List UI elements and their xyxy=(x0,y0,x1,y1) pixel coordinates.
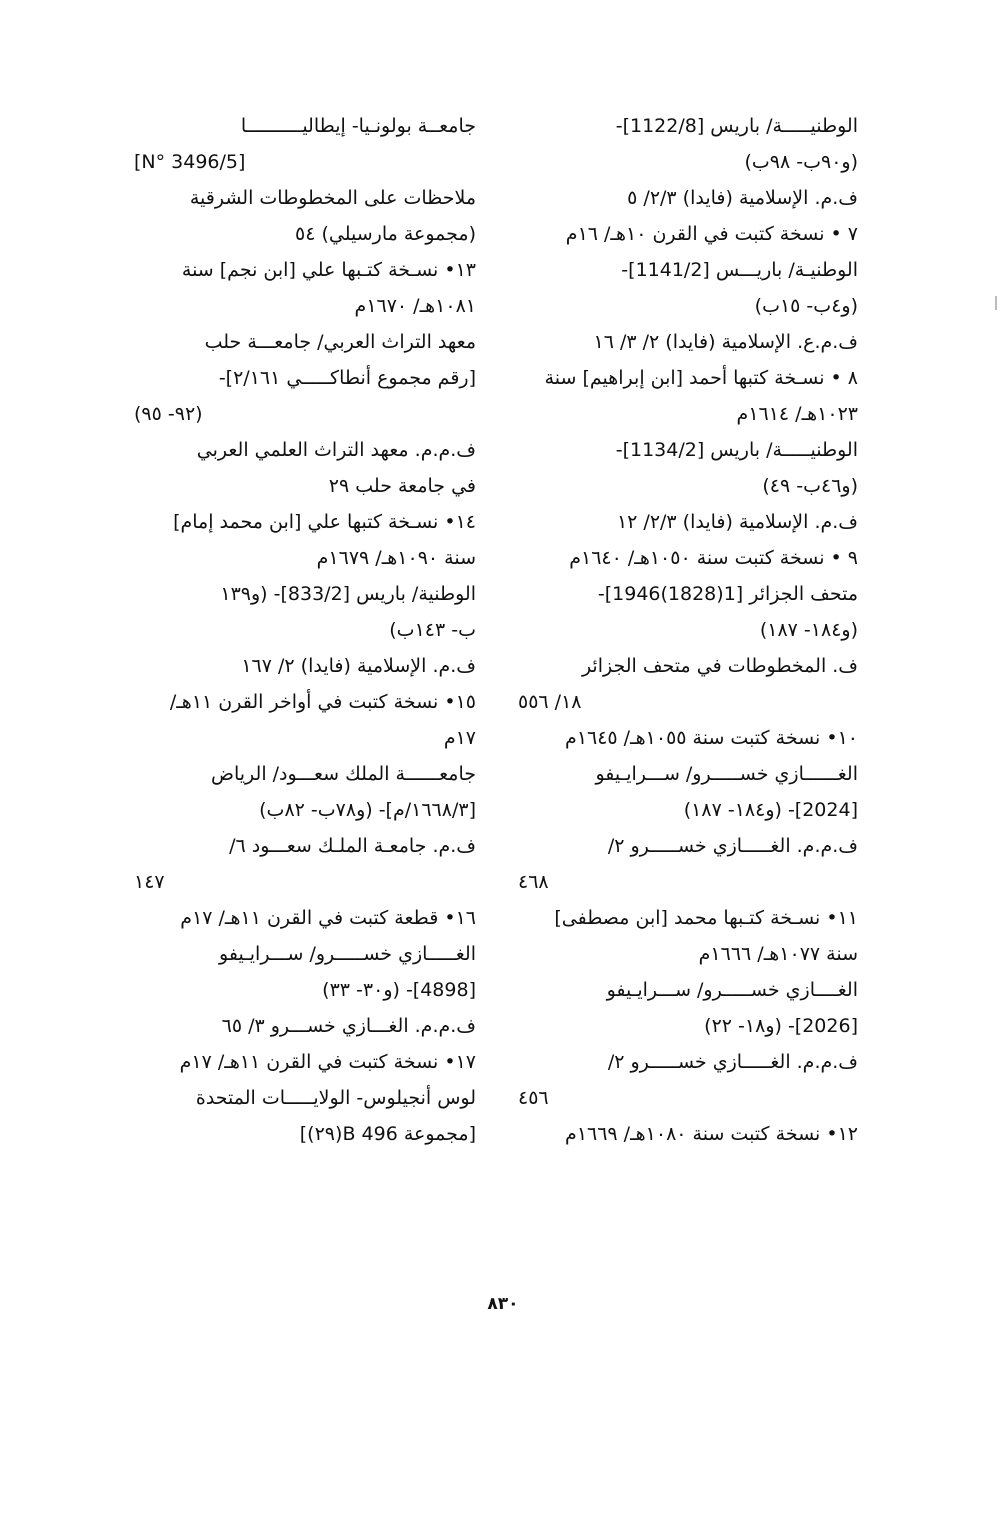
text-line: [4898]- (و٣٠- ٣٣) xyxy=(322,979,476,1001)
left-column xyxy=(134,108,476,1152)
entry-heading: ٩ • نسخة كتبت سنة ١٠٥٠هـ/ ١٦٤٠م xyxy=(569,547,858,569)
text-line: الوطنيـــــة/ باريس [1134/2]- xyxy=(615,439,858,461)
text-line: [مجموعة B 496(٢٩)] xyxy=(299,1123,476,1145)
entry-heading: ١٧• نسخة كتبت في القرن ١١هـ/ ١٧م xyxy=(179,1051,476,1073)
text-line: ب- ١٤٣ب) xyxy=(389,619,476,641)
text-line: الوطنيـة/ باريـــس [1141/2]- xyxy=(621,259,858,281)
text-line: الوطنيـــــة/ باريس [1122/8]- xyxy=(615,115,858,137)
entry-heading: ١٥• نسخة كتبت في أواخر القرن ١١هـ/ xyxy=(169,691,476,713)
entry-heading: ١٢• نسخة كتبت سنة ١٠٨٠هـ/ ١٦٦٩م xyxy=(565,1123,858,1145)
text-line: الغــــازي خســـــرو/ ســـرايـيفو xyxy=(606,979,858,1001)
text-line: ٤٥٦ xyxy=(518,1087,549,1109)
text-line: [رقم مجموع أنطاكـــــي ٢/١٦١]- xyxy=(218,367,476,389)
entry-heading: ٧ • نسخة كتبت في القرن ١٠هـ/ ١٦م xyxy=(565,223,858,245)
text-line: [2024]- (و١٨٤- ١٨٧) xyxy=(683,799,858,821)
text-line: ١٧م xyxy=(443,727,476,749)
text-line: ف.م. الإسلامية (فايدا) ٢/٣/ ٥ xyxy=(627,187,858,209)
text-line: ف.م. الإسلامية (فايدا) ٢/٣/ ١٢ xyxy=(616,511,858,533)
text-line: ملاحظات على المخطوطات الشرقية xyxy=(189,187,476,209)
text-line: (٩٢- ٩٥) xyxy=(134,403,203,425)
text-line: [2026]- (و١٨- ٢٢) xyxy=(704,1015,858,1037)
text-line: جامعــة بولونـيا- إيطاليــــــــــا xyxy=(240,115,476,137)
scan-edge-mark xyxy=(995,296,997,310)
entry-heading: ١٠• نسخة كتبت سنة ١٠٥٥هـ/ ١٦٤٥م xyxy=(565,727,858,749)
text-line: ف.م.م. الغـــــازي خســـــرو ٢/ xyxy=(607,835,858,857)
text-line: سنة ١٠٧٧هـ/ ١٦٦٦م xyxy=(698,943,858,965)
text-line: ١٨/ ٥٥٦ xyxy=(518,691,582,713)
text-line: ف.م.م. الغـــــازي خســـــرو ٢/ xyxy=(607,1051,858,1073)
text-line: (و١٨٤- ١٨٧) xyxy=(759,619,858,641)
right-column xyxy=(518,108,858,1152)
text-line: متحف الجزائر [1(1828)1946]- xyxy=(597,583,858,605)
text-line: الوطنية/ باريس [833/2]- (و١٣٩ xyxy=(220,583,476,605)
text-line: (و٩٠ب- ٩٨ب) xyxy=(744,151,858,173)
text-line: الغــــــازي خســـــرو/ ســـرايـيفو xyxy=(595,763,858,785)
entry-heading: ١٣• نسـخة كتـبها علي [ابن نجم] سنة xyxy=(181,259,476,281)
text-line: ١٠٨١هـ/ ١٦٧٠م xyxy=(354,295,476,317)
text-line: لوس أنجيلوس- الولايـــــات المتحدة xyxy=(195,1087,476,1109)
text-line: في جامعة حلب ٢٩ xyxy=(328,475,476,497)
entry-heading: ١٤• نسـخة كتبها علي [ابن محمد إمام] xyxy=(173,511,476,533)
entry-heading: ١١• نسـخة كتـبها محمد [ابن مصطفى] xyxy=(554,907,858,929)
text-line: ف.م.م. معهد التراث العلمي العربي xyxy=(196,439,476,461)
text-line: الغـــــازي خســـــرو/ ســـرايـيفو xyxy=(219,943,476,965)
text-line: [N° 3496/5] xyxy=(134,151,246,173)
text-line: ف.م.م. الغـــازي خســـرو ٣/ ٦٥ xyxy=(221,1015,476,1037)
text-line: (و٤٦ب- ٤٩) xyxy=(762,475,858,497)
page-number: ٨٣٠ xyxy=(487,1294,519,1314)
text-line: ١٤٧ xyxy=(134,871,165,893)
text-line: جامعــــــة الملك سعـــود/ الرياض xyxy=(211,763,476,785)
text-line: ف.م.ع. الإسلامية (فايدا) ٢/ ٣/ ١٦ xyxy=(593,331,858,353)
text-line: ٤٦٨ xyxy=(518,871,549,893)
entry-heading: ١٦• قطعة كتبت في القرن ١١هـ/ ١٧م xyxy=(180,907,476,929)
text-line: ف.م. جامعـة الملـك سعـــود ٦/ xyxy=(229,835,476,857)
entry-heading: ٨ • نسـخة كتبها أحمد [ابن إبراهيم] سنة xyxy=(544,367,858,389)
text-line: ف. المخطوطات في متحف الجزائر xyxy=(581,655,858,677)
text-line: سنة ١٠٩٠هـ/ ١٦٧٩م xyxy=(316,547,476,569)
text-line: ١٠٢٣هـ/ ١٦١٤م xyxy=(736,403,858,425)
text-line: (و٤ب- ١٥ب) xyxy=(754,295,858,317)
text-line: ف.م. الإسلامية (فايدا) ٢/ ١٦٧ xyxy=(241,655,476,677)
text-line: (مجموعة مارسيلي) ٥٤ xyxy=(294,223,476,245)
text-line: [١٦٦٨/٣/م]- (و٧٨ب- ٨٢ب) xyxy=(259,799,476,821)
text-line: معهد التراث العربي/ جامعـــة حلب xyxy=(204,331,476,353)
